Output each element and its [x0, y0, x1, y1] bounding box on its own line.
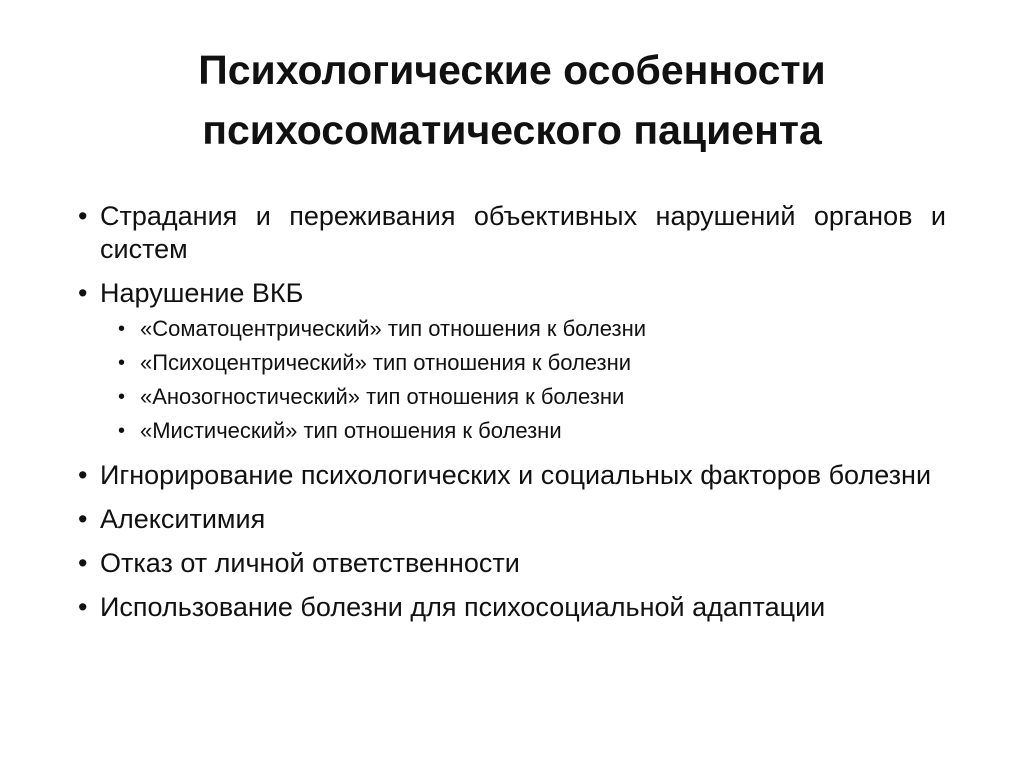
sub-list-item	[118, 380, 946, 414]
sub-bullet-icon: •	[118, 318, 126, 340]
list-item-text: Страдания и переживания объективных нарушений органов и систем	[100, 201, 946, 264]
bullet-icon: •	[78, 548, 88, 578]
sub-bullet-list	[100, 312, 946, 448]
bullet-icon: •	[78, 201, 88, 231]
slide-title	[60, 40, 964, 160]
sub-list-item	[118, 346, 946, 380]
bullet-list	[78, 200, 946, 635]
list-item	[78, 547, 946, 580]
sub-bullet-icon: •	[118, 386, 126, 408]
bullet-icon: •	[78, 592, 88, 622]
sub-bullet-icon: •	[118, 352, 126, 374]
bullet-icon: •	[78, 504, 88, 534]
list-item-text: Отказ от личной ответственности	[100, 548, 520, 578]
title-line-1: Психологические особенности	[198, 47, 826, 93]
list-item	[78, 503, 946, 536]
bullet-icon: •	[78, 460, 88, 490]
bullet-icon: •	[78, 278, 88, 308]
list-item	[78, 591, 946, 624]
title-line-2: психосоматического пациента	[202, 107, 822, 153]
sub-list-item	[118, 414, 946, 448]
list-item	[78, 200, 946, 266]
sub-list-item-text: «Соматоцентрический» тип отношения к болезни	[140, 316, 647, 341]
sub-list-item-text: «Мистический» тип отношения к болезни	[140, 418, 562, 443]
sub-list-item-text: «Психоцентрический» тип отношения к болезни	[140, 350, 632, 375]
list-item-text: Использование болезни для психосоциальной адаптации	[100, 592, 826, 622]
list-item-text: Игнорирование психологических и социальных факторов болезни	[100, 460, 932, 490]
list-item	[78, 459, 946, 492]
list-item	[78, 277, 946, 448]
list-item-text: Нарушение ВКБ	[100, 278, 304, 308]
sub-list-item-text: «Анозогностический» тип отношения к болезни	[140, 384, 625, 409]
sub-list-item	[118, 312, 946, 346]
sub-bullet-icon: •	[118, 420, 126, 442]
list-item-text: Алекситимия	[100, 504, 266, 534]
